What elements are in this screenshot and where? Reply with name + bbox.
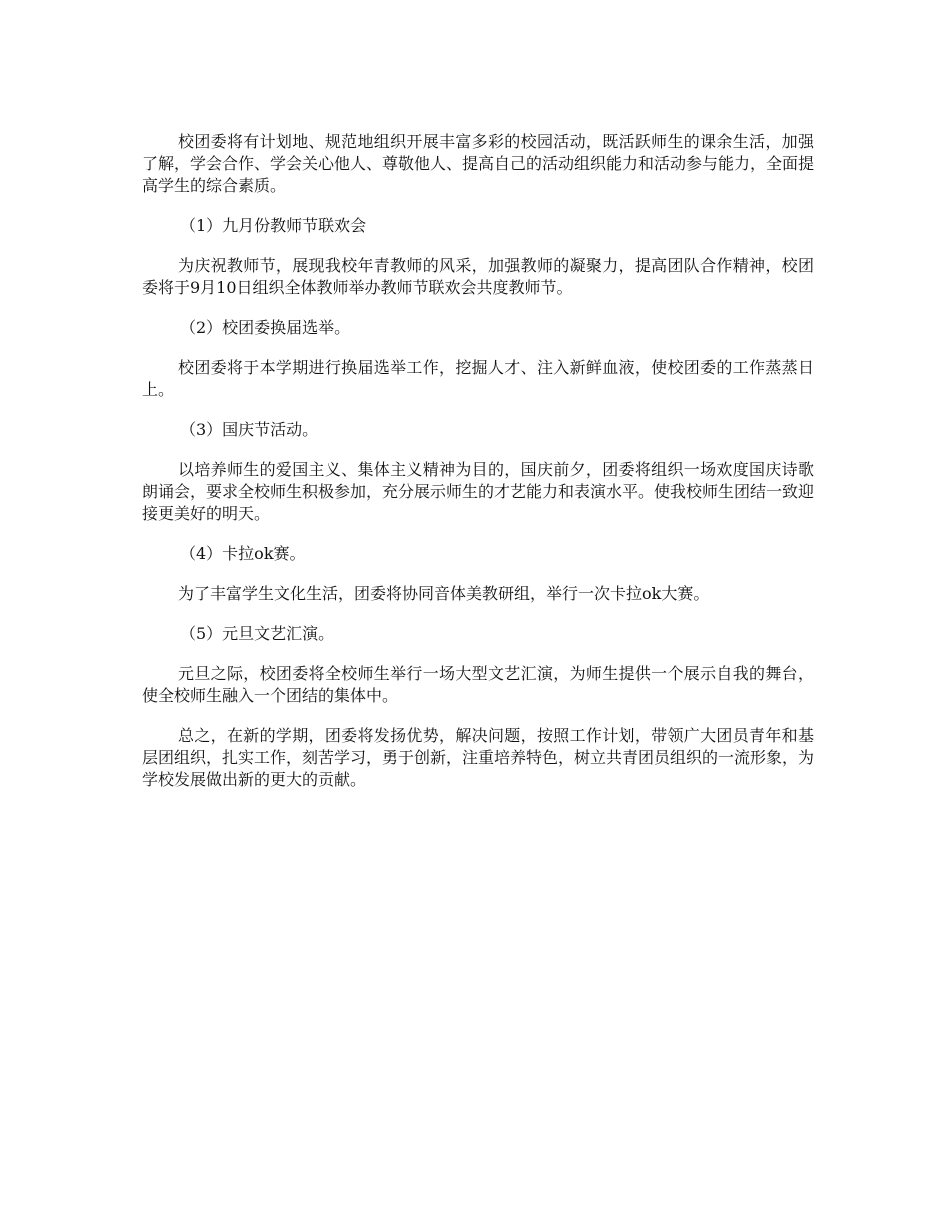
section-heading-2: （2）校团委换届选举。	[180, 318, 351, 337]
section-paragraph-1: 为庆祝教师节，展现我校年青教师的风采，加强教师的凝聚力，提高团队合作精神，校团委将于9月10日组织全体教师举办教师节联欢会共度教师节。	[142, 256, 814, 297]
conclusion-paragraph: 总之，在新的学期，团委将发扬优势，解决问题，按照工作计划，带领广大团员青年和基层团组织，扎实工作，刻苦学习，勇于创新，注重培养特色，树立共青团员组织的一流形象，为学校发展做出新的更大的贡献。	[142, 726, 815, 789]
section-paragraph-5: 元旦之际，校团委将全校师生举行一场大型文艺汇演，为师生提供一个展示自我的舞台，使全校师生融入一个团结的集体中。	[142, 664, 814, 705]
intro-paragraph: 校团委将有计划地、规范地组织开展丰富多彩的校园活动，既活跃师生的课余生活，加强了解，学会合作、学会关心他人、尊敬他人、提高自己的活动组织能力和活动参与能力，全面提高学生的综合素质。	[142, 132, 815, 195]
section-heading-5: （5）元旦文艺汇演。	[180, 624, 335, 643]
section-paragraph-4: 为了丰富学生文化生活，团委将协同音体美教研组，举行一次卡拉ok大赛。	[178, 584, 710, 603]
section-paragraph-2: 校团委将于本学期进行换届选举工作，挖掘人才、注入新鲜血液，使校团委的工作蒸蒸日上。	[142, 358, 814, 399]
section-heading-4: （4）卡拉ok赛。	[180, 544, 306, 563]
section-heading-3: （3）国庆节活动。	[180, 420, 319, 439]
section-paragraph-3: 以培养师生的爱国主义、集体主义精神为目的，国庆前夕，团委将组织一场欢度国庆诗歌朗诵会，要求全校师生积极参加，充分展示师生的才艺能力和表演水平。使我校师生团结一致迎接更美好的明天。	[142, 460, 815, 523]
section-heading-1: （1）九月份教师节联欢会	[180, 216, 367, 235]
document-body	[142, 131, 814, 809]
